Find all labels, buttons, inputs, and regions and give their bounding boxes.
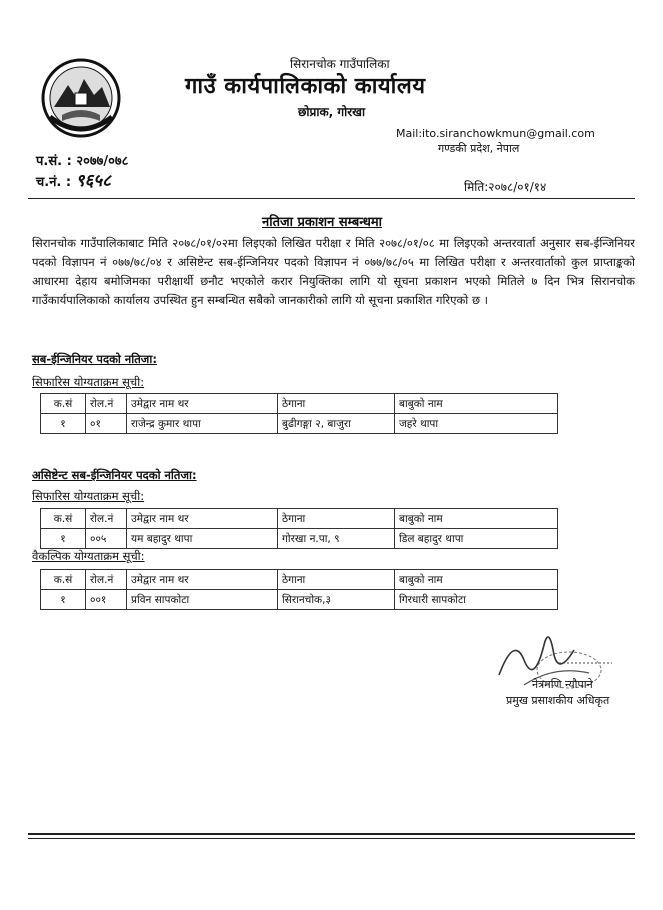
- col-header-roll: रोल.नं: [86, 394, 127, 414]
- table-row: [41, 590, 558, 610]
- section1-table: [40, 393, 558, 434]
- col-header-father: बाबुको नाम: [395, 509, 558, 529]
- col-header-sn: क.सं: [41, 509, 86, 529]
- subject-heading: नतिजा प्रकाशन सम्बन्धमा: [262, 215, 383, 230]
- col-header-sn: क.सं: [41, 394, 86, 414]
- col-header-roll: रोल.नं: [86, 509, 127, 529]
- ps-label: प.सं.: [36, 154, 63, 169]
- table-header-row: [41, 509, 558, 529]
- table-header-row: [41, 394, 558, 414]
- cell-name: यम बहादुर थापा: [127, 529, 278, 549]
- issue-date: मिति:२०७८/०१/१४: [464, 180, 547, 194]
- section2-list-title: सिफारिस योग्यताक्रम सूची:: [32, 489, 145, 503]
- office-name-small: सिरानचोक गाउँपालिका: [290, 57, 390, 71]
- col-header-father: बाबुको नाम: [395, 570, 558, 590]
- col-header-sn: क.सं: [41, 570, 86, 590]
- section2-title: असिष्टेन्ट सब-ईन्जिनियर पदको नतिजा:: [32, 468, 197, 482]
- notice-body: सिरानचोक गाउँपालिकाबाट मिति २०७८/०१/०२मा लिइएको लिखित परीक्षा र मिति २०७८/०१/०८ मा लिइएको अन्तरवार्ता अनुसार सब-ईन्जिनियर पदको विज्ञापन नं ०७७/७८/०४ र असिष्टेन्ट सब-ईन्जिनियर पदको विज्ञापन नं ०७७/७८/०५ मा लिखित परीक्षा र अन्तरवार्ताको कुल प्राप्ताङ्कको आधारमा देहाय बमोजिमका परीक्षार्थी छनौट भएकोले करार नियुक्तिका लागि यो सूचना प्रकाशन भएको मितिले ७ दिन भित्र सिरानचोक गाउँकार्यपालिकाको कार्यालय उपस्थित हुन सम्बन्धित सबैको जानकारीको लागि यो सूचना प्रकाशित गरिएको छ ।: [32, 236, 635, 307]
- cell-father: डिल बहादुर थापा: [395, 529, 558, 549]
- cell-roll: ००१: [86, 590, 127, 610]
- cell-sn: १: [41, 529, 86, 549]
- cell-father: गिरधारी सापकोटा: [395, 590, 558, 610]
- cell-roll: ०१: [86, 414, 127, 434]
- col-header-roll: रोल.नं: [86, 570, 127, 590]
- col-header-name: उमेद्वार नाम थर: [127, 509, 278, 529]
- header-divider: [28, 198, 635, 199]
- col-header-name: उमेद्वार नाम थर: [127, 394, 278, 414]
- alternate-table: [40, 569, 558, 610]
- table-row: [41, 529, 558, 549]
- cell-roll: ००५: [86, 529, 127, 549]
- office-province: गण्डकी प्रदेश, नेपाल: [438, 142, 520, 155]
- office-location: छोप्राक, गोरखा: [298, 105, 366, 119]
- ps-number: प.सं. : २०७७/०७८: [36, 154, 129, 169]
- section2-table: [40, 508, 558, 549]
- table-header-row: [41, 570, 558, 590]
- signatory-name: नेत्रमणि न्यौपाने: [532, 678, 593, 691]
- cell-address: गोरखा न.पा, ९: [278, 529, 395, 549]
- table-row: [41, 414, 558, 434]
- cell-address: सिरानचोक,३: [278, 590, 395, 610]
- government-emblem-icon: [40, 57, 122, 139]
- cell-sn: १: [41, 414, 86, 434]
- office-title: गाउँ कार्यपालिकाको कार्यालय: [185, 74, 426, 99]
- alternate-list-title: वैकल्पिक योग्यताक्रम सूची:: [32, 549, 145, 563]
- cell-sn: १: [41, 590, 86, 610]
- col-header-address: ठेगाना: [278, 509, 395, 529]
- col-header-address: ठेगाना: [278, 394, 395, 414]
- ps-value: २०७७/०७८: [76, 154, 129, 169]
- cn-number: च.नं. : ९६५८: [36, 171, 111, 191]
- col-header-name: उमेद्वार नाम थर: [127, 570, 278, 590]
- footer-divider-top: [28, 833, 635, 835]
- section1-list-title: सिफारिस योग्यताक्रम सूची:: [32, 375, 145, 389]
- cell-name: राजेन्द्र कुमार थापा: [127, 414, 278, 434]
- cell-father: जहरे थापा: [395, 414, 558, 434]
- cn-value: ९६५८: [75, 171, 111, 191]
- col-header-father: बाबुको नाम: [395, 394, 558, 414]
- cell-address: बुढीगङ्गा २, बाजुरा: [278, 414, 395, 434]
- office-email: Mail:ito.siranchowkmun@gmail.com: [396, 127, 595, 140]
- section1-title: सब-ईन्जिनियर पदको नतिजा:: [32, 352, 157, 366]
- col-header-address: ठेगाना: [278, 570, 395, 590]
- signatory-title: प्रमुख प्रसाशकीय अधिकृत: [506, 694, 610, 707]
- cell-name: प्रविन सापकोटा: [127, 590, 278, 610]
- cn-label: च.नं.: [36, 175, 62, 190]
- footer-divider-bottom: [28, 838, 635, 839]
